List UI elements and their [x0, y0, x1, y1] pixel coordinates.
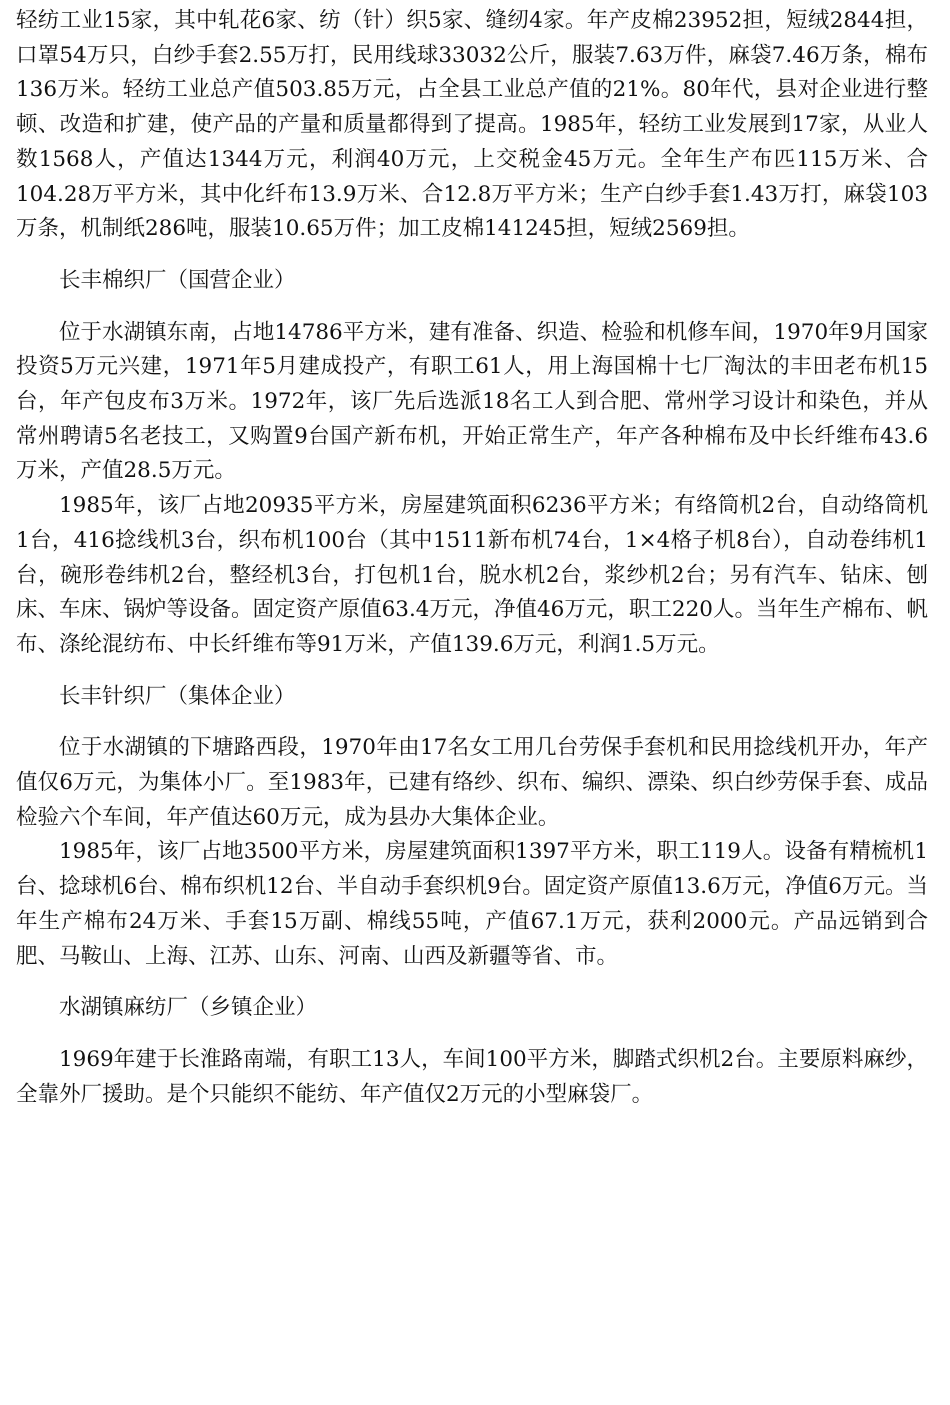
cotton-factory-1985-paragraph: 1985年，该厂占地20935平方米，房屋建筑面积6236平方米；有络筒机2台，自动络筒机1台，416捻线机3台，织布机100台（其中1511新布机74台，1×4格子机8台），自动卷纬机1台，碗形卷纬机2台，整经机3台，打包机1台，脱水机2台，浆纱机2台；另有汽车、钻床、刨床、车床、锅炉等设备。固定资产原值63.4万元，净值46万元，职工220人。当年生产棉布、帆布、涤纶混纺布、中长纤维布等91万米，产值139.6万元，利润1.5万元。 — [16, 493, 928, 657]
knitting-factory-history-paragraph: 位于水湖镇的下塘路西段，1970年由17名女工用几台劳保手套机和民用捻线机开办，年产值仅6万元，为集体小厂。至1983年，已建有络纱、织布、编织、漂染、织白纱劳保手套、成品检验六个车间，年产值达60万元，成为县办大集体企业。 — [16, 735, 928, 830]
hemp-factory-paragraph: 1969年建于长淮路南端，有职工13人，车间100平方米，脚踏式织机2台。主要原料麻纱，全靠外厂援助。是个只能织不能纺、年产值仅2万元的小型麻袋厂。 — [16, 1046, 928, 1107]
cotton-factory-history-paragraph: 位于水湖镇东南，占地14786平方米，建有准备、织造、检验和机修车间，1970年9月国家投资5万元兴建，1971年5月建成投产，有职工61人，用上海国棉十七厂淘汰的丰田老布机15台，年产包皮布3万米。1972年，该厂先后选派18名工人到合肥、常州学习设计和染色，并从常州聘请5名老技工，又购置9台国产新布机，开始正常生产，年产各种棉布及中长纤维布43.6万米，产值28.5万元。 — [16, 319, 928, 484]
intro-paragraph: 轻纺工业15家，其中轧花6家、纺（针）织5家、缝纫4家。年产皮棉23952担，短绒2844担，口罩54万只，白纱手套2.55万打，民用线球33032公斤，服装7.63万件，麻袋7.46万条，棉布136万米。轻纺工业总产值503.85万元，占全县工业总产值的21%。80年代，县对企业进行整顿、改造和扩建，使产品的产量和质量都得到了提高。1985年，轻纺工业发展到17家，从业人数1568人，产值达1344万元，利润40万元，上交税金45万元。全年生产布匹115万米、合104.28万平方米，其中化纤布13.9万米、合12.8万平方米；生产白纱手套1.43万打，麻袋103万条，机制纸286吨，服装10.65万件；加工皮棉141245担，短绒2569担。 — [16, 8, 928, 242]
section-heading-hemp-spinning-factory: 水湖镇麻纺厂（乡镇企业） — [59, 995, 318, 1021]
section-heading-cotton-weaving-factory: 长丰棉织厂（国营企业） — [59, 267, 296, 293]
knitting-factory-1985-paragraph: 1985年，该厂占地3500平方米，房屋建筑面积1397平方米，职工119人。设备有精梳机1台、捻球机6台、棉布织机12台、半自动手套织机9台。固定资产原值13.6万元，净值6万元。当年生产棉布24万米、手套15万副、棉线55吨，产值67.1万元，获利2000元。产品远销到合肥、马鞍山、上海、江苏、山东、河南、山西及新疆等省、市。 — [16, 839, 928, 969]
section-heading-knitting-factory: 长丰针织厂（集体企业） — [59, 683, 296, 709]
document-page — [16, 4, 928, 1112]
